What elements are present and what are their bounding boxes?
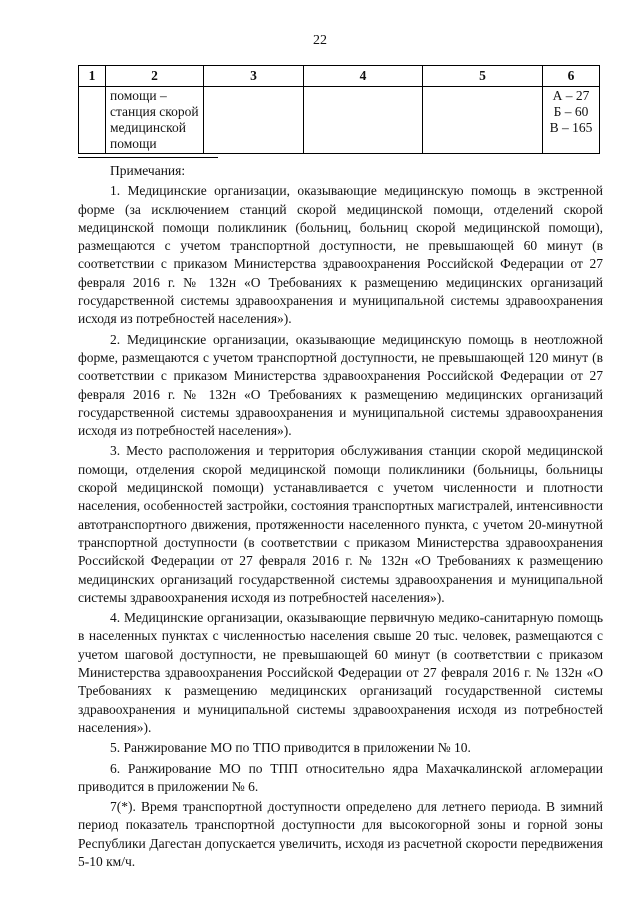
notes-heading: Примечания: — [110, 163, 186, 178]
table-header-cell: 2 — [106, 66, 204, 87]
table-cell — [79, 87, 106, 154]
footnote-separator — [78, 157, 218, 158]
notes-section — [78, 162, 603, 871]
note-item: 2. Медицинские организации, оказывающие медицинскую помощь в неотложной форме, размещаются с учетом транспортной доступности, не превышающей 120 минут (в соответствии с приказом Министерства здравоохранения Российской Федерации от 27 февраля 2016 г. № 132н «О Требованиях к размещению медицинских организаций государственной системы здравоохранения и муниципальной системы здравоохранения исходя из потребностей населения»). — [78, 331, 603, 439]
cell-line: станция скорой — [110, 104, 199, 119]
cell-line: В – 165 — [549, 120, 593, 135]
cell-line: помощи – — [110, 88, 167, 103]
table-row — [79, 87, 600, 154]
table-cell — [204, 87, 304, 154]
cell-line: медицинской — [110, 120, 186, 135]
note-item: 3. Место расположения и территория обслуживания станции скорой медицинской помощи, отделения скорой медицинской помощи поликлиники (больницы, больницы скорой медицинской помощи) устанавливается с учетом численности и плотности населения, особенностей застройки, состояния транспортных магистралей, интенсивности автотранспортного движения, протяженности населенного пункта, с учетом 20-минутной транспортной доступности (в соответствии с приказом Министерства здравоохранения Российской Федерации от 27 февраля 2016 г. № 132н «О Требованиях к размещению медицинских организаций государственной системы здравоохранения и муниципальной системы здравоохранения исходя из потребностей населения»). — [78, 443, 603, 605]
table-header-cell: 6 — [543, 66, 600, 87]
note-item: 5. Ранжирование МО по ТПО приводится в приложении № 10. — [110, 740, 471, 756]
table-cell-facility-type — [106, 87, 204, 154]
table-cell — [304, 87, 423, 154]
note-item: 1. Медицинские организации, оказывающие медицинскую помощь в экстренной форме (за исключением станций скорой медицинской помощи, отделений скорой медицинской помощи поликлиник (больниц, больниц скорой медицинской помощи), размещаются с учетом транспортной доступности, не превышающей 60 минут (в соответствии с приказом Министерства здравоохранения Российской Федерации от 27 февраля 2016 г. № 132н «О Требованиях к размещению медицинских организаций государственной системы здравоохранения и муниципальной системы здравоохранения исходя из потребностей населения»). — [78, 183, 603, 327]
cell-line: А – 27 — [552, 88, 590, 103]
note-item: 4. Медицинские организации, оказывающие первичную медико-санитарную помощь в населенных пунктах с численностью населения свыше 20 тыс. человек, размещаются с учетом шаговой доступности, не превышающей 60 минут (в соответствии с приказом Министерства здравоохранения Российской Федерации от 27 февраля 2016 г. № 132н «О Требованиях к размещению медицинских организаций государственной системы здравоохранения и муниципальной системы здравоохранения исходя из потребностей населения»). — [78, 610, 603, 735]
note-item: 7(*). Время транспортной доступности определено для летнего периода. В зимний период показатель транспортной доступности для высокогорной зоны и горной зоны Республики Дагестан допускается увеличить, исходя из расчетной скорости передвижения 5-10 км/ч. — [78, 799, 603, 869]
table-header-cell: 5 — [423, 66, 543, 87]
table-header-cell: 1 — [79, 66, 106, 87]
note-item: 6. Ранжирование МО по ТПП относительно ядра Махачкалинской агломерации приводится в приложении № 6. — [78, 760, 603, 794]
page-number: 22 — [313, 33, 327, 48]
continuation-table — [78, 65, 600, 154]
table-cell — [423, 87, 543, 154]
cell-line: Б – 60 — [553, 104, 589, 119]
table-header-cell: 4 — [304, 66, 423, 87]
cell-line: помощи — [110, 136, 157, 151]
table-cell-zones — [543, 87, 600, 154]
table-header-cell: 3 — [204, 66, 304, 87]
table-header-row — [79, 66, 600, 87]
